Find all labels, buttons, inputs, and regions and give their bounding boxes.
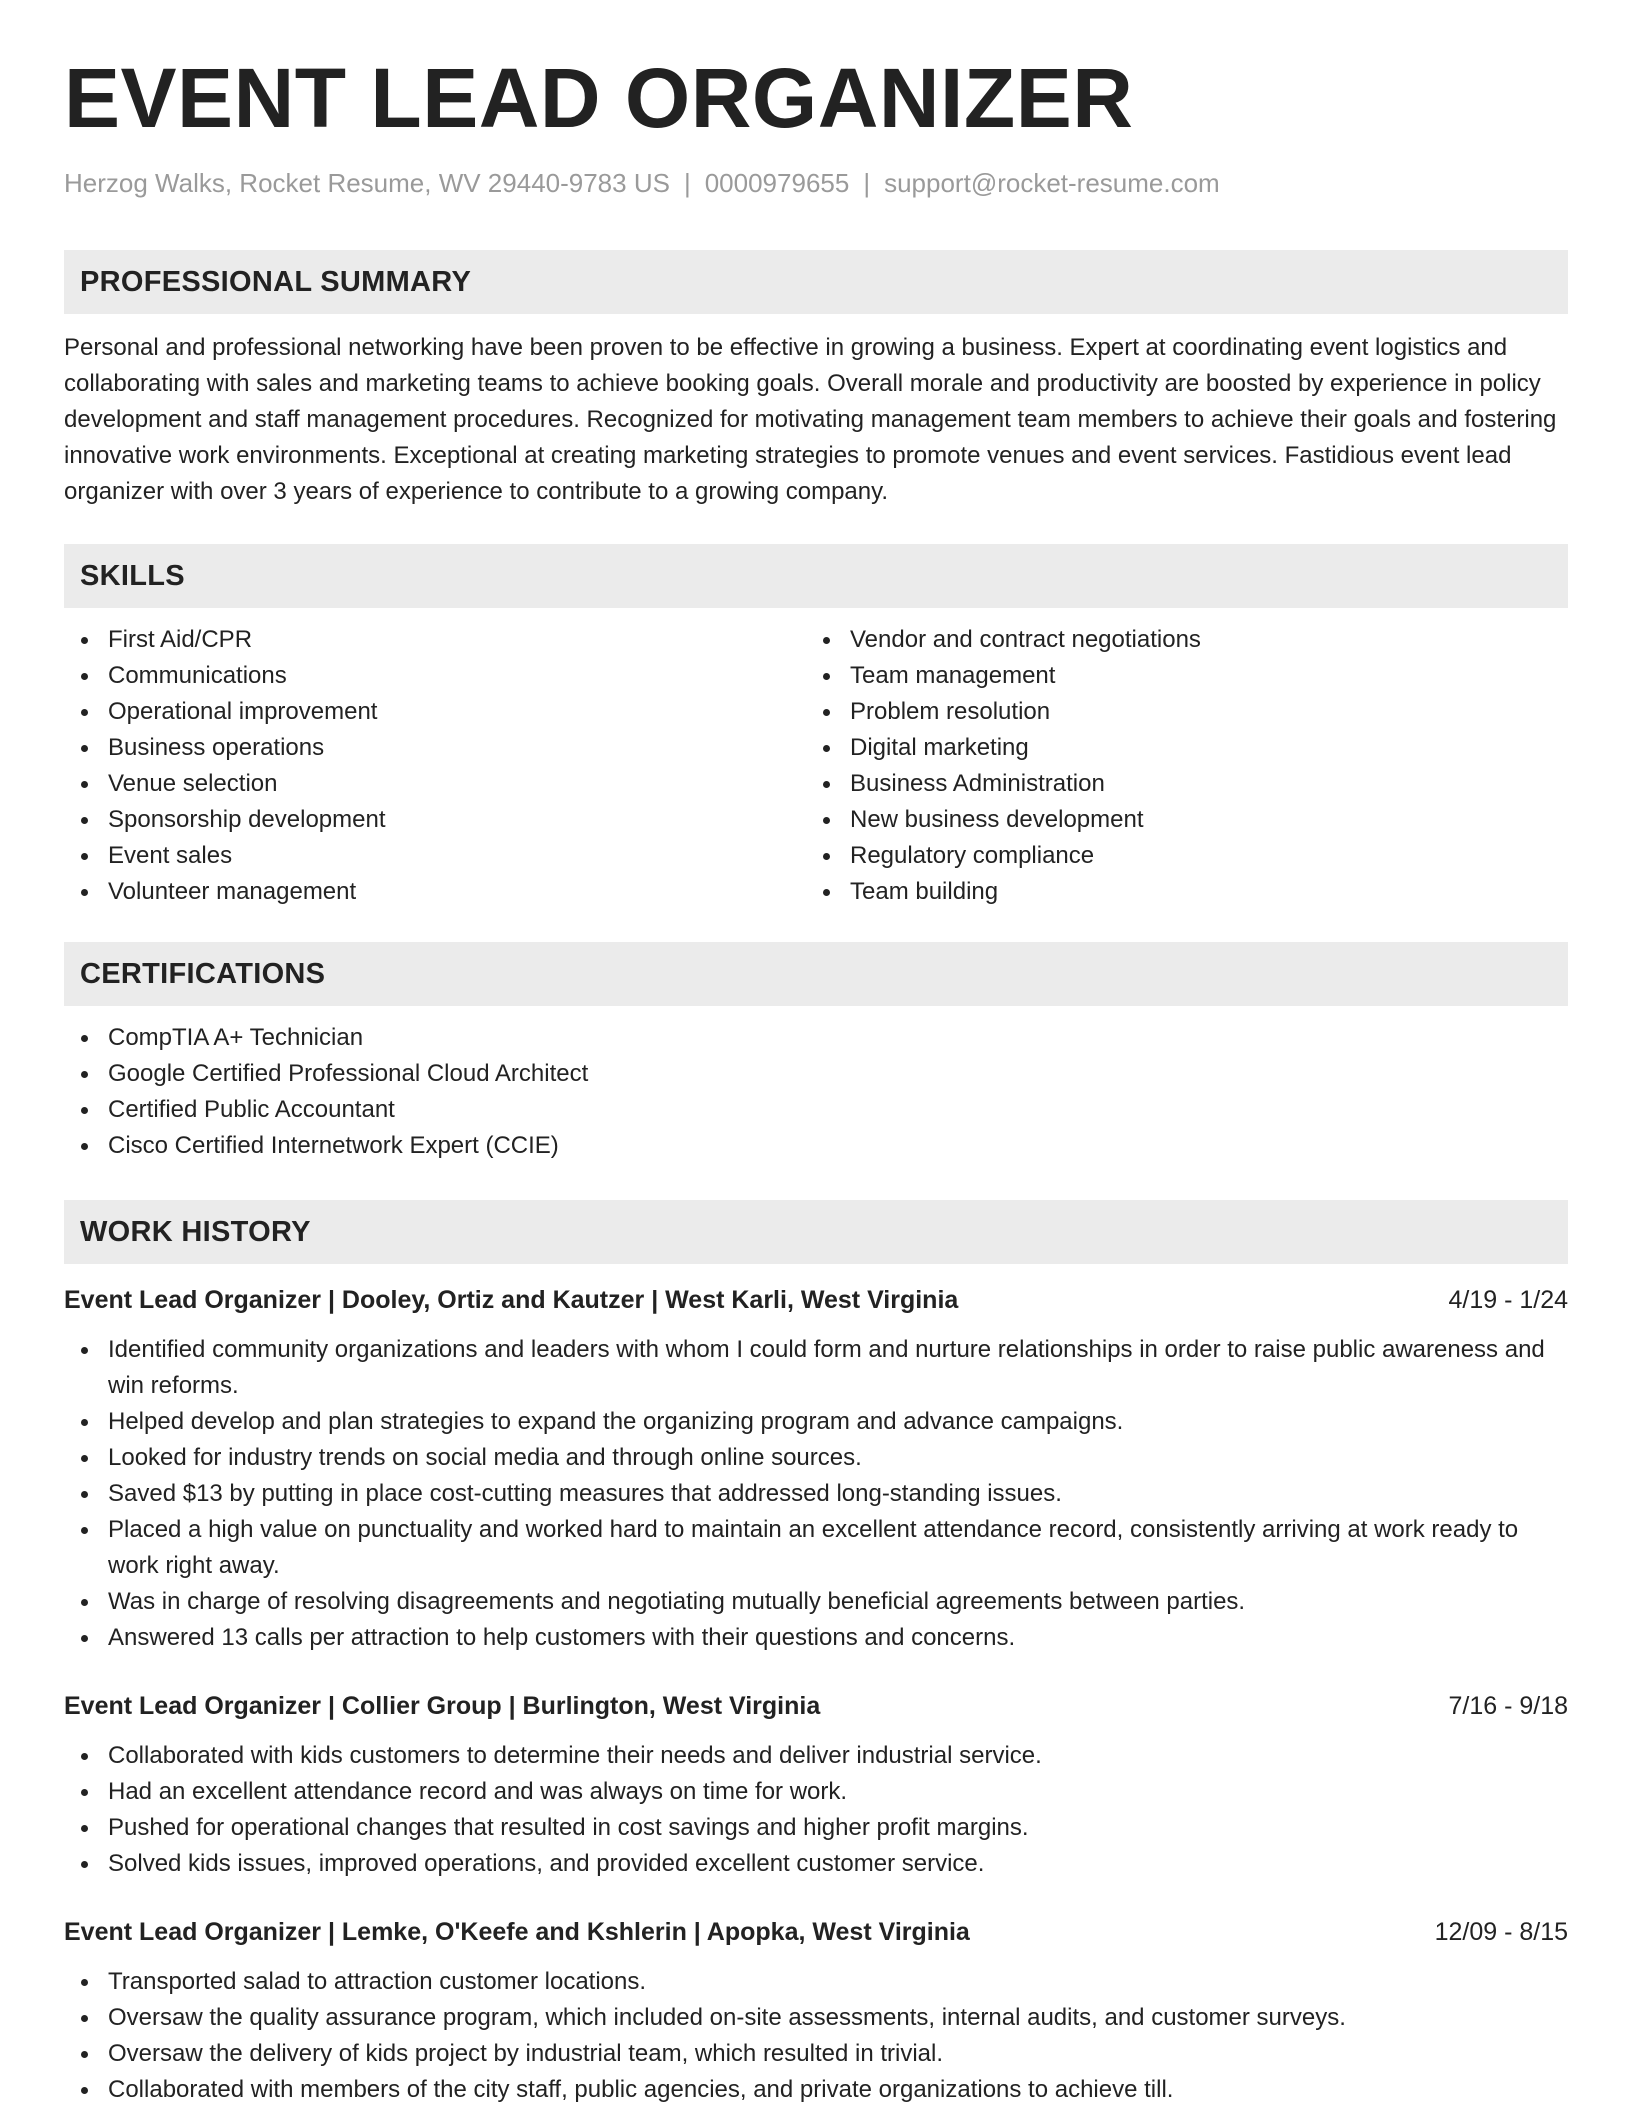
certifications-heading: CERTIFICATIONS [64, 942, 1568, 1006]
job-bullet: Looked for industry trends on social media and through online sources. [64, 1440, 1568, 1476]
certifications-section [64, 942, 1568, 1164]
skill-item: Business Administration [806, 766, 1548, 802]
candidate-name: EVENT LEAD ORGANIZER [64, 51, 1134, 145]
skill-item: New business development [806, 802, 1548, 838]
job-bullets [64, 1738, 1568, 1882]
work-history-heading: WORK HISTORY [64, 1200, 1568, 1264]
skills-section [64, 544, 1568, 910]
contact-line [64, 168, 1220, 199]
summary-heading: PROFESSIONAL SUMMARY [64, 250, 1568, 314]
job-header [64, 1282, 1568, 1318]
job-title: Event Lead Organizer | Collier Group | Burlington, West Virginia [64, 1692, 821, 1720]
certification-item: Google Certified Professional Cloud Architect [64, 1056, 1568, 1092]
job-bullet: Oversaw the quality assurance program, which included on-site assessments, internal audits, and customer surveys. [64, 2000, 1568, 2036]
skills-heading: SKILLS [64, 544, 1568, 608]
skill-item: Team building [806, 874, 1548, 910]
skill-item: Volunteer management [64, 874, 806, 910]
job-header [64, 1688, 1568, 1724]
job-bullet: Pushed for operational changes that resulted in cost savings and higher profit margins. [64, 1810, 1568, 1846]
skill-item: Sponsorship development [64, 802, 806, 838]
job-dates: 7/16 - 9/18 [1448, 1692, 1568, 1720]
job-bullet: Solved kids issues, improved operations, and provided excellent customer service. [64, 1846, 1568, 1882]
skills-right-list [806, 622, 1548, 910]
job-entry [64, 1914, 1568, 2108]
job-title: Event Lead Organizer | Lemke, O'Keefe and Kshlerin | Apopka, West Virginia [64, 1918, 970, 1946]
skills-left-list [64, 622, 806, 910]
job-title: Event Lead Organizer | Dooley, Ortiz and Kautzer | West Karli, West Virginia [64, 1286, 959, 1314]
job-bullets [64, 1332, 1568, 1656]
skill-item: Business operations [64, 730, 806, 766]
contact-separator: | [683, 168, 691, 198]
job-dates: 4/19 - 1/24 [1448, 1286, 1568, 1314]
job-bullet: Collaborated with kids customers to determine their needs and deliver industrial service. [64, 1738, 1568, 1774]
skill-item: Digital marketing [806, 730, 1548, 766]
job-bullets [64, 1964, 1568, 2108]
job-bullet: Oversaw the delivery of kids project by industrial team, which resulted in trivial. [64, 2036, 1568, 2072]
job-bullet: Collaborated with members of the city staff, public agencies, and private organizations to achieve till. [64, 2072, 1568, 2108]
job-bullet: Placed a high value on punctuality and worked hard to maintain an excellent attendance record, consistently arriving at work ready to work right away. [64, 1512, 1568, 1584]
skill-item: Vendor and contract negotiations [806, 622, 1548, 658]
certification-item: Certified Public Accountant [64, 1092, 1568, 1128]
skill-item: Operational improvement [64, 694, 806, 730]
skill-item: Problem resolution [806, 694, 1548, 730]
skill-item: Venue selection [64, 766, 806, 802]
skill-item: Communications [64, 658, 806, 694]
job-bullet: Identified community organizations and leaders with whom I could form and nurture relationships in order to raise public awareness and win reforms. [64, 1332, 1568, 1404]
skill-item: Team management [806, 658, 1548, 694]
contact-separator: | [863, 168, 871, 198]
certifications-list [64, 1020, 1568, 1164]
skill-item: Regulatory compliance [806, 838, 1548, 874]
job-dates: 12/09 - 8/15 [1434, 1918, 1568, 1946]
contact-email[interactable]: support@rocket-resume.com [884, 168, 1220, 198]
job-bullet: Was in charge of resolving disagreements and negotiating mutually beneficial agreements between parties. [64, 1584, 1568, 1620]
work-history-section [64, 1200, 1568, 2108]
contact-phone: 0000979655 [704, 168, 850, 198]
job-entry [64, 1688, 1568, 1882]
summary-section [64, 250, 1568, 510]
job-bullet: Saved $13 by putting in place cost-cutting measures that addressed long-standing issues. [64, 1476, 1568, 1512]
job-bullet: Had an excellent attendance record and was always on time for work. [64, 1774, 1568, 1810]
certification-item: CompTIA A+ Technician [64, 1020, 1568, 1056]
job-header [64, 1914, 1568, 1950]
job-entry [64, 1282, 1568, 1656]
skill-item: First Aid/CPR [64, 622, 806, 658]
job-bullet: Answered 13 calls per attraction to help customers with their questions and concerns. [64, 1620, 1568, 1656]
contact-address: Herzog Walks, Rocket Resume, WV 29440-9783 US [64, 168, 670, 198]
skills-columns [64, 622, 1568, 910]
certification-item: Cisco Certified Internetwork Expert (CCIE) [64, 1128, 1568, 1164]
summary-text: Personal and professional networking have been proven to be effective in growing a business. Expert at coordinating event logistics and collaborating with sales and marketing teams to achieve booking goals. Overall morale and productivity are boosted by experience in policy development and staff management procedures. Recognized for motivating management team members to achieve their goals and fostering innovative work environments. Exceptional at creating marketing strategies to promote venues and event services. Fastidious event lead organizer with over 3 years of experience to contribute to a growing company. [64, 334, 1557, 505]
skill-item: Event sales [64, 838, 806, 874]
job-bullet: Helped develop and plan strategies to expand the organizing program and advance campaigns. [64, 1404, 1568, 1440]
job-bullet: Transported salad to attraction customer locations. [64, 1964, 1568, 2000]
